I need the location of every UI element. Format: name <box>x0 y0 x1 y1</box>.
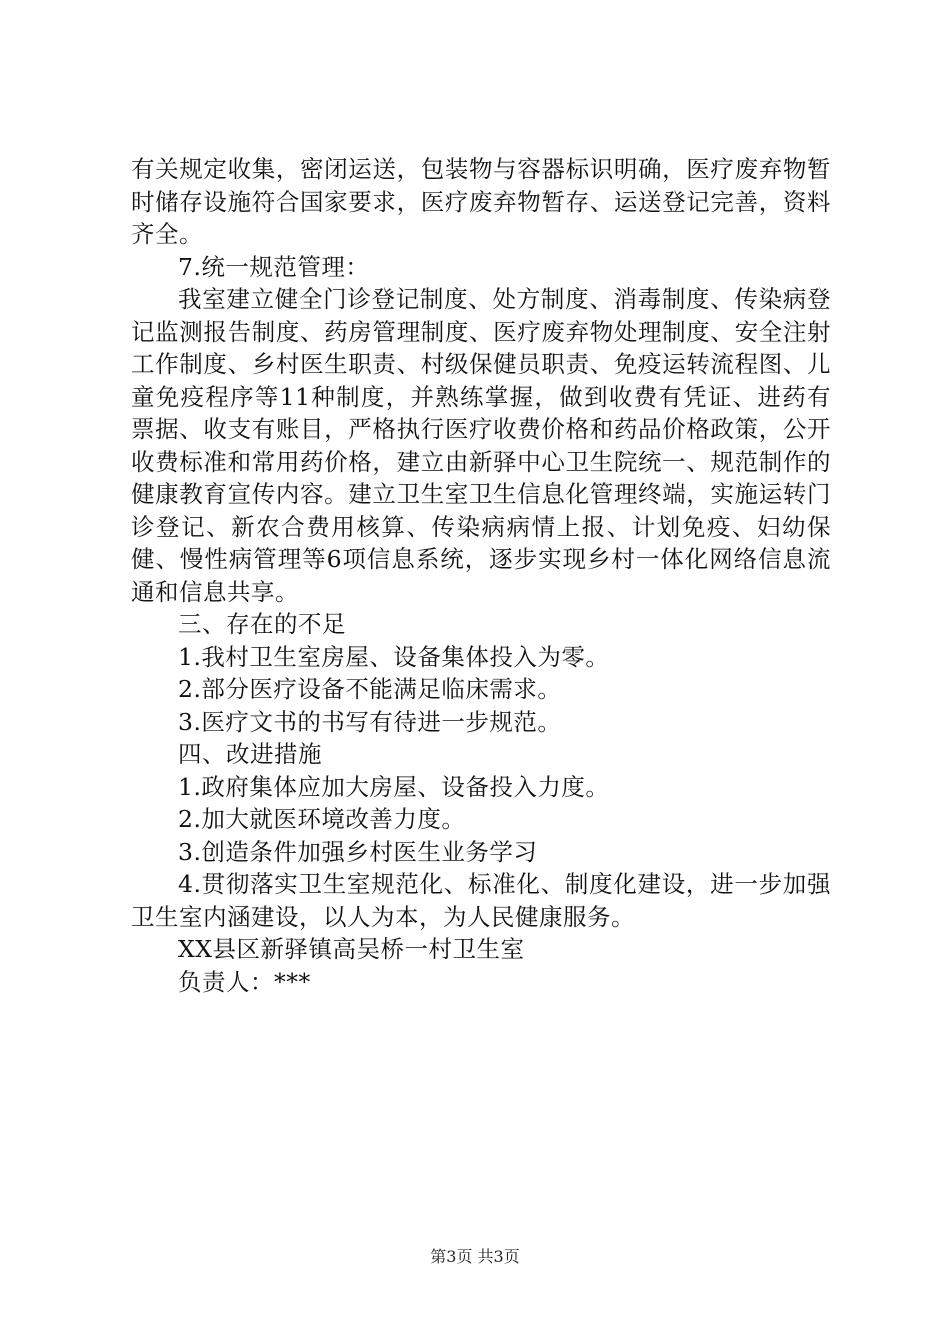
document-body <box>131 153 831 998</box>
page-number-footer: 第3页 共3页 <box>430 1247 520 1266</box>
shortcoming-item-3: 3.医疗文书的书写有待进一步规范。 <box>178 707 562 736</box>
shortcoming-item-2: 2.部分医疗设备不能满足临床需求。 <box>178 675 562 703</box>
paragraph-waste-handling: 有关规定收集，密闭运送，包装物与容器标识明确，医疗废弃物暂时储存设施符合国家要求，医疗废弃物暂存、运送登记完善，资料齐全。 <box>131 155 831 248</box>
signature-responsible-person: 负责人：*** <box>178 967 311 996</box>
section-heading-shortcomings: 三、存在的不足 <box>178 610 346 638</box>
improvement-item-4: 4.贯彻落实卫生室规范化、标准化、制度化建设，进一步加强卫生室内涵建设，以人为本，为人民健康服务。 <box>131 870 831 931</box>
paragraph-heading-unified-management: 7.统一规范管理： <box>178 252 370 281</box>
section-heading-improvements: 四、改进措施 <box>178 740 322 768</box>
shortcoming-item-1: 1.我村卫生室房屋、设备集体投入为零。 <box>178 642 610 671</box>
signature-organization: XX县区新驿镇高吴桥一村卫生室 <box>178 935 525 963</box>
paragraph-management-systems: 我室建立健全门诊登记制度、处方制度、消毒制度、传染病登记监测报告制度、药房管理制度、医疗废弃物处理制度、安全注射工作制度、乡村医生职责、村级保健员职责、免疫运转流程图、儿童免疫程序等11种制度，并熟练掌握，做到收费有凭证、进药有票据、收支有账目，严格执行医疗收费价格和药品价格政策，公开收费标准和常用药价格，建立由新驿中心卫生院统一、规范制作的健康教育宣传内容。建立卫生室卫生信息化管理终端，实施运转门诊登记、新农合费用核算、传染病病情上报、计划免疫、妇幼保健、慢性病管理等6项信息系统，逐步实现乡村一体化网络信息流通和信息共享。 <box>131 285 831 606</box>
improvement-item-2: 2.加大就医环境改善力度。 <box>178 805 466 833</box>
improvement-item-1: 1.政府集体应加大房屋、设备投入力度。 <box>178 772 610 801</box>
improvement-item-3: 3.创造条件加强乡村医生业务学习 <box>178 837 538 866</box>
